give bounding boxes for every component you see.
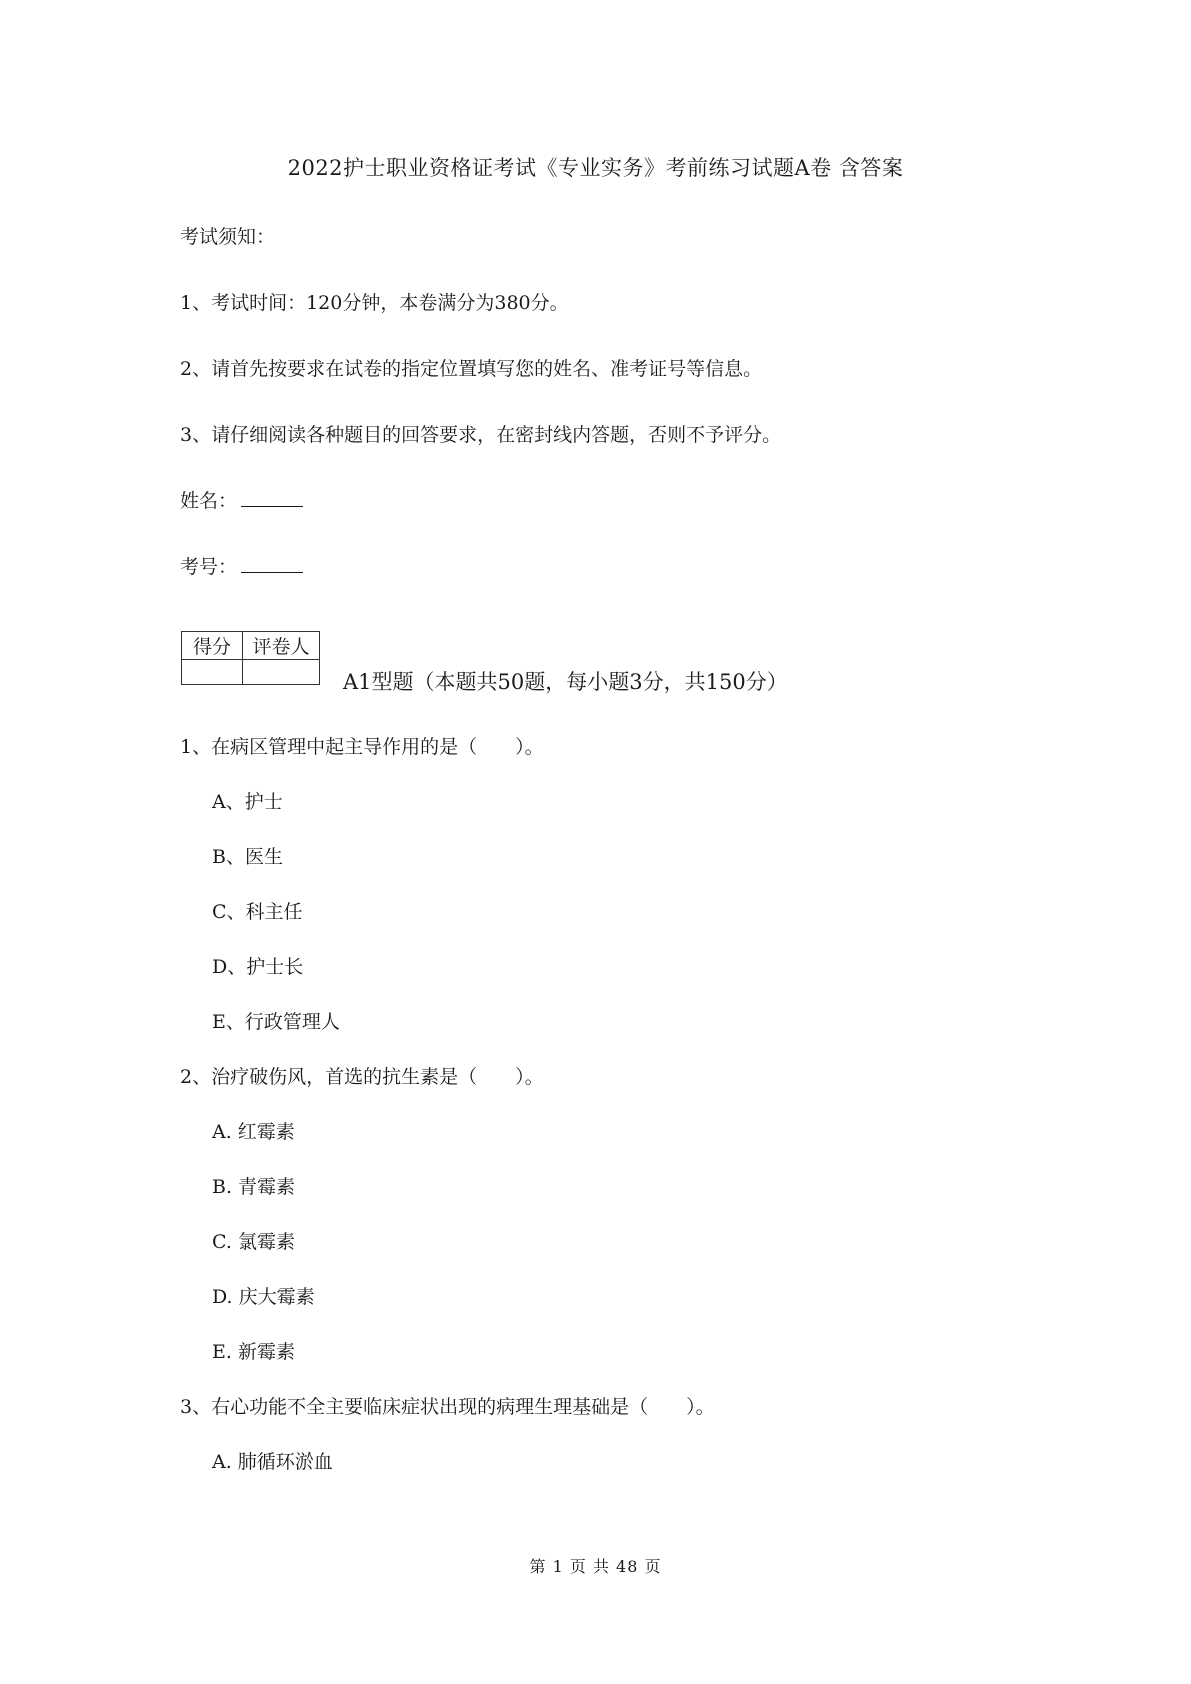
question-1-option-a: A、护士 xyxy=(212,791,283,813)
question-1-option-d: D、护士长 xyxy=(212,956,304,978)
notice-item-1: 1、考试时间：120分钟，本卷满分为380分。 xyxy=(180,292,569,314)
notice-item-3: 3、请仔细阅读各种题目的回答要求，在密封线内答题，否则不予评分。 xyxy=(180,424,782,446)
question-2-option-c: C. 氯霉素 xyxy=(212,1231,295,1253)
section-title: A1型题（本题共50题，每小题3分，共150分） xyxy=(343,670,788,694)
question-3-option-a: A. 肺循环淤血 xyxy=(212,1451,333,1473)
score-cell[interactable] xyxy=(182,660,243,685)
grader-header: 评卷人 xyxy=(243,632,320,660)
name-field xyxy=(180,486,303,513)
question-1-stem: 1、在病区管理中起主导作用的是（ ）。 xyxy=(180,736,544,758)
exam-id-label: 考号： xyxy=(180,556,238,578)
notice-heading: 考试须知： xyxy=(180,226,276,248)
question-2-option-e: E. 新霉素 xyxy=(212,1341,295,1363)
question-1-option-b: B、医生 xyxy=(212,846,283,868)
score-table xyxy=(181,631,320,685)
name-label: 姓名： xyxy=(180,490,238,512)
page-footer: 第 1 页 共 48 页 xyxy=(529,1557,662,1576)
question-2-option-a: A. 红霉素 xyxy=(212,1121,295,1143)
question-1-option-c: C、科主任 xyxy=(212,901,303,923)
grader-cell[interactable] xyxy=(243,660,320,685)
exam-id-field xyxy=(180,552,303,579)
notice-item-2: 2、请首先按要求在试卷的指定位置填写您的姓名、准考证号等信息。 xyxy=(180,358,763,380)
question-2-option-d: D. 庆大霉素 xyxy=(212,1286,315,1308)
question-3-stem: 3、右心功能不全主要临床症状出现的病理生理基础是（ ）。 xyxy=(180,1396,715,1418)
exam-id-blank[interactable] xyxy=(241,556,303,573)
question-1-option-e: E、行政管理人 xyxy=(212,1011,340,1033)
document-title: 2022护士职业资格证考试《专业实务》考前练习试题A卷 含答案 xyxy=(287,156,904,180)
score-header: 得分 xyxy=(182,632,243,660)
question-2-option-b: B. 青霉素 xyxy=(212,1176,296,1198)
name-blank[interactable] xyxy=(241,490,303,507)
question-2-stem: 2、治疗破伤风，首选的抗生素是（ ）。 xyxy=(180,1066,544,1088)
